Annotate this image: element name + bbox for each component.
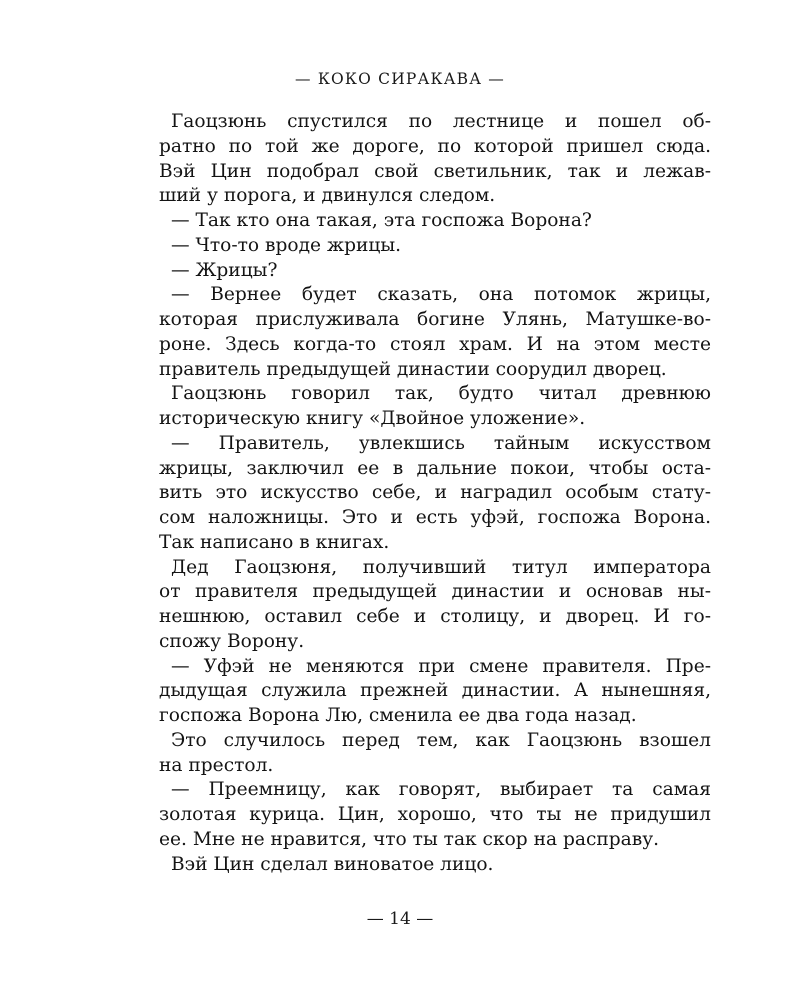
text-line: правитель предыдущей династии соорудил дворец. xyxy=(159,358,667,380)
text-line: на престол. xyxy=(159,754,274,776)
text-line: вить это искусство себе, и наградил особым стату- xyxy=(159,482,711,504)
text-line: ратно по той же дороге, по которой пришел сюда. xyxy=(159,135,711,157)
text-line: Дед Гаоцзюня, получивший титул императора xyxy=(171,556,711,578)
text-line: сом наложницы. Это и есть уфэй, госпожа Ворона. xyxy=(159,507,711,528)
text-line: — Жрицы? xyxy=(171,259,278,281)
text-line: Так написано в книгах. xyxy=(159,531,390,553)
text-line: историческую книгу «Двойное уложение». xyxy=(159,408,586,429)
body-text xyxy=(159,110,711,877)
text-line: от правителя предыдущей династии и основав ны- xyxy=(159,581,711,603)
text-line: золотая курица. Цин, хорошо, что ты не придушил xyxy=(159,804,711,825)
text-line: Это случилось перед тем, как Гаоцзюнь взошел xyxy=(171,729,711,751)
text-line: — Вернее будет сказать, она потомок жрицы, xyxy=(171,284,711,306)
page-number: — 14 — xyxy=(366,909,434,929)
text-line: Вэй Цин подобрал свой светильник, так и лежав- xyxy=(159,160,711,182)
text-line: дыдущая служила прежней династии. А нынешняя, xyxy=(159,680,711,702)
text-line: — Так кто она такая, эта госпожа Ворона? xyxy=(171,210,592,231)
text-line: нешнюю, оставил себе и столицу, и дворец. И го- xyxy=(159,606,711,627)
text-line: — Правитель, увлекшись тайным искусством xyxy=(171,432,711,454)
text-line: жрицы, заключил ее в дальние покои, чтобы оста- xyxy=(159,457,711,479)
running-head: — КОКО СИРАКАВА — xyxy=(295,70,505,88)
text-line: ший у порога, и двинулся следом. xyxy=(159,185,496,207)
text-line: Вэй Цин сделал виноватое лицо. xyxy=(171,853,494,875)
text-line: госпожа Ворона Лю, сменила ее два года назад. xyxy=(159,705,637,726)
text-line: — Преемницу, как говорят, выбирает та самая xyxy=(171,779,711,801)
text-line: — Что-то вроде жрицы. xyxy=(171,234,402,256)
text-line: Гаоцзюнь спустился по лестнице и пошел об- xyxy=(171,111,711,132)
text-line: спожу Ворону. xyxy=(159,630,305,652)
text-line: роне. Здесь когда-то стоял храм. И на этом месте xyxy=(159,333,711,355)
text-line: Гаоцзюнь говорил так, будто читал древнюю xyxy=(171,383,711,405)
text-line: ее. Мне не нравится, что ты так скор на расправу. xyxy=(159,828,660,850)
text-line: которая прислуживала богине Улянь, Матушке-во- xyxy=(159,309,711,330)
text-line: — Уфэй не меняются при смене правителя. Пре- xyxy=(171,655,711,677)
